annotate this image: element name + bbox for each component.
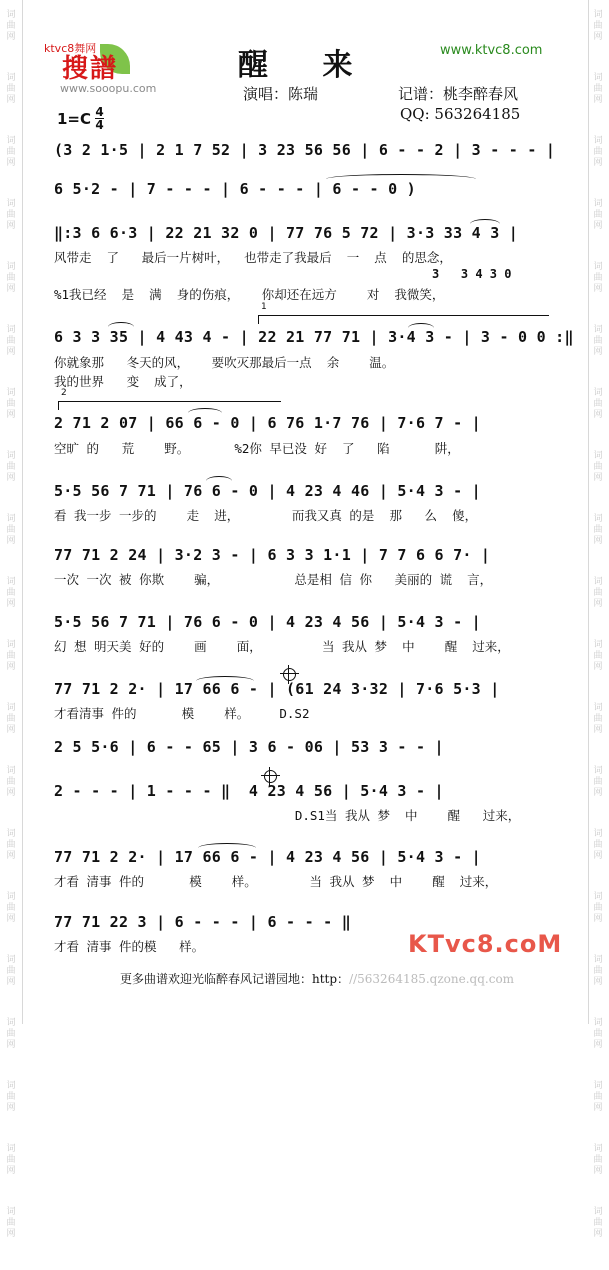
tie-arc <box>108 322 134 332</box>
logo-url: www.sooopu.com <box>60 82 157 95</box>
notation-line: 2 - - - | 1 - - - ‖ 4 23 4 56 | 5·4 3 - | <box>54 782 444 800</box>
alt-notes: 3 3 4 3 0 <box>432 267 512 281</box>
key-label: 1=C <box>57 109 92 128</box>
footer-note: 更多曲谱欢迎光临醉春风记谱园地：http：//563264185.qzone.qq.com <box>120 972 515 986</box>
notation-line: (3 2 1·5 | 2 1 7 52 | 3 23 56 56 | 6 - - 2 | 3 - - - | <box>54 141 556 159</box>
key-signature <box>57 106 104 131</box>
notation-line: 77 71 22 3 | 6 - - - | 6 - - - ‖ <box>54 913 351 931</box>
notation-line: ‖:3 6 6·3 | 22 21 32 0 | 77 76 5 72 | 3·3 33 4 3 | <box>54 224 519 242</box>
tie-arc <box>196 676 254 686</box>
lyric-line: 一次 一次 被 你欺 骗， 总是相 信 你 美丽的 谎 言， <box>54 572 493 587</box>
lyric-line: 才看 清事 件的模 样。 <box>54 939 205 954</box>
lyric-line: 幻 想 明天美 好的 画 面， 当 我从 梦 中 醒 过来， <box>54 639 510 654</box>
site-logo[interactable] <box>42 40 182 100</box>
volta-bracket-1: 1 <box>258 315 549 324</box>
notation-line: 5·5 56 7 71 | 76 6 - 0 | 4 23 4 56 | 5·4 3 - | <box>54 613 481 631</box>
notation-line: 5·5 56 7 71 | 76 6 - 0 | 4 23 4 46 | 5·4 3 - | <box>54 482 481 500</box>
tie-arc <box>326 174 476 184</box>
notation-line: 2 5 5·6 | 6 - - 65 | 3 6 - 06 | 53 3 - - | <box>54 738 444 756</box>
site-url[interactable]: www.ktvc8.com <box>440 43 543 58</box>
transcriber-credit: 记谱：桃李醉春风 <box>398 85 519 103</box>
lyric-line: %1我已经 是 满 身的伤痕， 你却还在远方 对 我微笑， <box>54 287 445 302</box>
lyric-line: 才看清事 件的 模 样。 D.S2 <box>54 706 310 721</box>
tie-arc <box>188 408 222 418</box>
lyric-line: 才看 清事 件的 模 样。 当 我从 梦 中 醒 过来， <box>54 874 498 889</box>
singer-credit: 演唱：陈瑞 <box>243 85 319 103</box>
tie-arc <box>470 219 500 229</box>
lyric-line: D.S1当 我从 梦 中 醒 过来， <box>54 808 521 823</box>
volta-bracket-2: 2 <box>58 401 281 410</box>
lyric-line: 你就象那 冬天的风， 要吹灭那最后一点 余 温。 <box>54 355 395 370</box>
notation-line: 6 3 3 35 | 4 43 4 - | 22 21 77 71 | 3·4 3 - | 3 - 0 0 :‖ <box>54 328 574 346</box>
song-title: 醒 来 <box>238 48 375 83</box>
lyric-line: 我的世界 变 成了， <box>54 374 192 389</box>
lyric-line: 看 我一步 一步的 走 进， 而我又真 的是 那 么 傻， <box>54 508 478 523</box>
qq-number: QQ: 563264185 <box>400 105 521 123</box>
logo-mark: 搜譜 <box>62 54 119 84</box>
notation-line: 77 71 2 2· | 17 66 6 - | (61 24 3·32 | 7·6 5·3 | <box>54 680 500 698</box>
tie-arc <box>408 323 434 333</box>
notation-line: 77 71 2 2· | 17 66 6 - | 4 23 4 56 | 5·4 3 - | <box>54 848 481 866</box>
notation-line: 77 71 2 24 | 3·2 3 - | 6 3 3 1·1 | 7 7 6 6 7· | <box>54 546 491 564</box>
left-watermark-strip: 词 曲 网 词 曲 网 词 曲 网 词 曲 网 词 曲 网 词 曲 网 词 曲 网 词 曲 网 词 曲 网 词 曲 网 词 曲 网 词 曲 网 词 曲 网 词 曲 网 词 曲 网 词 曲 网 词 曲 网 词 曲 网 词 曲 网 词 曲 网 <box>6 10 16 1239</box>
right-watermark-strip: 词 曲 网 词 曲 网 词 曲 网 词 曲 网 词 曲 网 词 曲 网 词 曲 网 词 曲 网 词 曲 网 词 曲 网 词 曲 网 词 曲 网 词 曲 网 词 曲 网 词 曲 网 词 曲 网 词 曲 网 词 曲 网 词 曲 网 词 曲 网 <box>593 10 603 1239</box>
ktvc8-watermark: KTvc8.coM <box>408 930 563 958</box>
tie-arc <box>198 843 256 853</box>
notation-line: 2 71 2 07 | 66 6 - 0 | 6 76 1·7 76 | 7·6 7 - | <box>54 414 481 432</box>
logo-top-text: ktvc8舞网 <box>44 42 97 55</box>
lyric-line: 空旷 的 荒 野。 %2你 早已没 好 了 陷 阱， <box>54 441 460 456</box>
tie-arc <box>206 476 232 486</box>
lyric-line: 风带走 了 最后一片树叶， 也带走了我最后 一 点 的思念， <box>54 250 452 265</box>
time-signature: 4 4 <box>95 105 104 132</box>
notation-line: 6 5·2 - | 7 - - - | 6 - - - | 6 - - 0 ) <box>54 180 416 198</box>
